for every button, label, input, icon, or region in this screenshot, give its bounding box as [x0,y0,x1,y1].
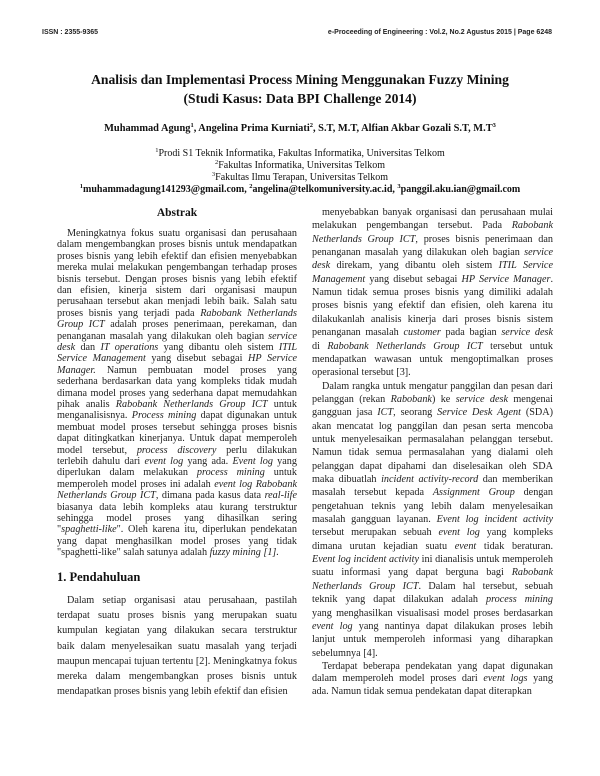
italic-term: ICT [377,407,394,419]
italic-term: spaghetti-like [61,524,117,536]
italic-term: Netherlands Group ICT [312,233,416,245]
italic-term: Rabobank Netherlands Group ICT [327,340,483,352]
italic-term: process mining [196,467,265,479]
italic-term: Management [312,273,366,285]
paper-title-line2: (Studi Kasus: Data BPI Challenge 2014) [183,91,417,106]
text-line [57,365,297,376]
text-line [312,434,553,445]
italic-term: event log [312,620,353,632]
italic-term: service [268,330,297,342]
italic-term: Event log [232,456,273,467]
text-line [312,287,553,298]
text-line [312,474,553,485]
italic-term: Service Desk Agent [437,407,521,419]
text-run: lanjut untuk memperoleh informasi yang diharapkan [312,634,553,646]
text-run: tidak beraturan. [476,540,553,552]
italic-term: event log Rabobank [214,478,297,490]
text-run: mereka mulai melakukan pengembangan terhadap proses [57,262,297,274]
text-line [312,234,553,245]
italic-term: service desk [455,393,509,405]
text-line [322,661,553,672]
text-run: mendapatkan proses bisnis yang lebih efektif dan efisien [57,686,288,698]
text-run: yang ada. [183,456,233,467]
author-sup: 2 [309,122,313,129]
text-line [312,341,553,352]
text-line [57,456,297,467]
text-run: akan mencatat log panggilan dan pesan serta mencoba [312,420,553,432]
italic-term: ITIL [278,342,297,353]
affiliation-1 [0,148,600,159]
text-run: dan [75,342,101,353]
text-line [312,447,553,458]
affiliation-text: Prodi S1 Teknik Informatika, Fakultas Informatika, Universitas Telkom [158,148,445,159]
text-run: " [57,524,62,536]
italic-term: fuzzy mining [1]. [209,547,279,559]
italic-term: Rabobank [511,220,553,232]
text-run: untuk menyelesaikan permasalahan pelanggan tersebut. [312,433,553,445]
text-run: yang dapat menghasilkan model proses yang tidak [57,535,297,547]
text-line [57,686,297,697]
text-run: diperlukan dalam melakukan [57,467,197,479]
text-run: dengan [514,487,553,499]
text-line [57,671,297,682]
text-line [57,433,297,444]
text-run: model tersebut, [57,444,137,456]
text-run: di [312,340,328,352]
text-run: dapat digunakan untuk [196,410,297,422]
text-line [312,554,553,565]
text-line [57,353,297,364]
text-run: ". Oleh karena itu, diperlukan pendekatan [116,524,297,536]
text-line [57,625,297,636]
italic-term: Rabobank [390,393,432,405]
text-run: dimana urutan kejadian suatu [312,540,455,552]
text-line [57,513,297,524]
text-line [57,308,297,319]
text-line [312,673,553,684]
text-line [312,541,553,552]
text-line [57,239,297,250]
text-run: masalah gangguan layanan. [312,514,437,526]
journal-header: e-Proceeding of Engineering : Vol.2, No.2 Agustus 2015 | Page 6248 [327,29,552,36]
email-link[interactable]: angelina@telkomuniversity.ac.id, [252,184,398,195]
text-run: terdapat suatu proses bisnis yang merupakan suatu [57,610,297,622]
email-link[interactable]: muhammadagung141293@gmail.com, [83,184,250,195]
text-line [312,247,553,258]
text-run: operasional tersebut [3]. [312,367,411,379]
text-run: teknik yang dapat dilakukan adalah [312,594,486,606]
text-run: , proses bisnis penerimaan dan [415,233,553,245]
text-line [312,274,553,285]
text-line [57,524,297,535]
author-sup: 1 [190,122,194,129]
text-run: mengenai [508,393,553,405]
text-run: tersebut merupakan sebuah [312,527,439,539]
text-run: direkam, yang dibantu oleh sistem [330,260,499,272]
text-line [57,342,297,353]
issn-header: ISSN : 2355-9365 [42,29,99,36]
italic-term: event [454,540,477,552]
italic-term: service [524,247,553,259]
text-run: yang [272,456,297,467]
author-emails [0,184,600,195]
text-line [312,514,553,525]
italic-term: service desk [501,327,554,339]
author-name: Muhammad Agung [104,123,191,134]
text-line [57,399,297,410]
text-run: baik dalam menyelesaikan suatu masalah yang terjadi [57,640,297,652]
italic-term: Group ICT [57,319,105,331]
email-sup: 2 [249,183,253,190]
text-line [312,421,553,432]
text-line [312,300,553,311]
text-run: memperoleh model proses ini adalah [57,478,215,490]
text-line [312,314,553,325]
paper-title-line1: Analisis dan Implementasi Process Mining Menggunakan Fuzzy Mining [91,72,509,87]
text-line [312,594,553,605]
italic-term: process mining [485,594,553,606]
text-line [57,641,297,652]
text-line [57,422,297,433]
email-link[interactable]: panggil.aku.ian@gmail.com [400,184,521,195]
text-line [67,595,297,606]
text-run: yang disebut sebagai [145,353,249,365]
text-run: Terdapat beberapa pendekatan yang dapat digunakan [322,660,553,672]
italic-term: event log [438,527,480,539]
text-run: . Dalam hal tersebut, sebuah [418,580,553,592]
text-line [57,610,297,621]
text-run: perlu dilakukan [216,444,298,456]
italic-term: Event log incident activity [312,554,419,566]
italic-term: IT operations [100,342,159,353]
text-run: (SDA) [520,407,553,419]
text-run: gangguan jasa [312,407,378,419]
text-line [312,394,553,405]
text-run: Dalam rangka untuk mengatur panggilan dan pesan dari [322,380,553,392]
text-line [57,296,297,307]
text-run: tersebut untuk [482,340,553,352]
text-run: melakukan pengembangan tersebut. Pada [312,220,512,232]
text-line [57,467,297,478]
affiliation-sup: 1 [155,147,159,154]
text-line [57,274,297,285]
text-run: yang kompleks [479,527,554,539]
italic-term: desk [57,342,76,353]
text-run: adalah proses penerimaan, perekaman, dan [104,319,298,331]
text-run: proses bisnis yang terjadi pada [57,307,201,319]
text-line [57,285,297,296]
text-line [312,260,553,271]
text-line [57,262,297,273]
italic-term: Netherlands Group ICT [312,580,419,592]
section-heading-pendahuluan: 1. Pendahuluan [57,570,141,584]
text-run: yang nantinya dapat dilakukan proses lebih [352,620,553,632]
text-line [312,648,553,659]
italic-term: HP Service Manager [461,273,551,285]
italic-term: incident activity-record [381,474,479,485]
text-line [57,536,297,547]
text-run: untuk [264,467,297,479]
text-run: yang dibantu oleh sistem [158,342,279,353]
text-line [57,331,297,342]
text-line [57,445,297,456]
text-run: bisnis tersebut. Dengan proses bisnis yang lebih efektif [57,273,297,285]
text-line [57,388,297,399]
text-run: pada bagian [440,327,502,339]
text-run: dalam memperoleh model proses dari [312,673,484,685]
author-name: , S.T, M.T, Alfian Akbar Gozali S.T, M.T [312,123,493,134]
italic-term: Manager. [57,364,96,376]
text-run: suatu informasi yang dapat berguna bagi [312,567,512,579]
text-run: ) ke [431,393,456,405]
text-line [312,220,553,231]
text-line [57,410,297,421]
text-line [312,567,553,578]
text-line [312,634,553,645]
text-line [312,621,553,632]
text-run: pengetahuan teknis yang lebih dalam menyelesaikan [312,500,553,512]
text-run: dapat ditingkatkan kinerjanya. Untuk dapat memperoleh [57,433,297,445]
text-run: dalam mengembangkan proses bisnis untuk mendapatkan [57,239,297,251]
text-run: proses bisnis yang lebih efektif dan efisien menyebabkan [57,250,297,262]
text-line [312,354,553,365]
text-run: dan efisien, kinerja sistem dari organisasi maupun [57,285,297,296]
italic-term: Netherlands Group ICT [57,490,156,502]
text-run: dilakukanlah analisis kinerja dari proses bisnis sistem [312,313,553,325]
text-run: mendapatkan wawasan untuk mengoptimalkan proses [312,353,553,365]
text-run: pelanggan (rekan [312,393,391,405]
text-line [67,228,297,239]
text-line [312,461,553,472]
text-run: pelanggan dapat dipahami dan diselesaikan oleh SDA [312,460,553,472]
text-line [57,490,297,501]
text-line [57,479,297,490]
text-run: menganalisisnya. [57,410,132,422]
text-run: mereka dalam mengembangkan proses bisnis untuk [57,671,297,682]
text-run: ada. Namun tidak semua pendekatan dapat diterapkan [312,685,532,697]
text-line [312,487,553,498]
text-run: maka dibuatlah [312,474,382,485]
text-run: dimana model proses yang sederhana dapat memudahkan [57,387,297,399]
affiliation-3 [0,172,600,183]
text-line [312,501,553,512]
text-run: penanganan masalah yang dilakukan oleh bagian [312,247,525,259]
affiliation-text: Fakultas Informatika, Universitas Telkom [218,160,386,171]
text-run: penanganan masalah [312,327,404,339]
text-run: Namun pembuatan model proses yang [95,364,297,376]
italic-term: Rabobank Netherlands Group ICT [115,399,268,410]
italic-term: desk [312,260,331,272]
text-run: biasanya data lebih kompleks atau kurang terstruktur [57,501,297,513]
text-line [57,656,297,667]
text-run: yang disebut sebagai [365,273,462,285]
text-run: Namun tidak semua proses bisnis yang dimiliki adalah [312,287,553,299]
affiliation-sup: 2 [214,159,219,166]
text-run: yang [527,673,553,685]
text-run: proses bisnis yang efektif dan efisien, oleh karena itu [312,300,553,312]
text-line [57,376,297,387]
text-run: "spaghetti-like" salah satunya adalah [57,547,210,559]
text-run: pihak analis [57,399,116,410]
italic-term: Process mining [131,410,197,422]
text-line [312,327,553,338]
italic-term: process discovery [136,444,217,456]
text-run: , dimana pada kasus data [155,490,265,502]
text-run: dan memberikan [478,474,553,485]
italic-term: Rabobank Netherlands [200,307,297,319]
email-sup: 3 [397,183,401,190]
affiliation-text: Fakultas Ilmu Terapan, Universitas Telkom [215,172,389,183]
text-line [312,367,553,378]
affiliation-sup: 3 [211,171,216,178]
text-run: sehingga model proses yang dihasilkan sering [57,513,297,524]
text-run: masalah tersebut kepada [312,487,433,499]
text-run: yang menghasilkan visualisasi model proses berdasarkan [312,607,553,619]
text-run: terlebih dahulu dari [57,456,145,467]
email-sup: 1 [79,183,83,190]
italic-term: event log [144,456,184,467]
abstract-heading: Abstrak [156,207,198,219]
text-line [312,527,553,538]
text-run: untuk [267,399,297,410]
text-run: , seorang [393,407,438,419]
text-line [312,608,553,619]
author-name: , Angelina Prima Kurniati [193,123,310,134]
text-run: sederhana berdasarkan data yang kompleks tidak mudah [57,376,297,388]
text-run: . [550,273,553,285]
text-line [312,407,553,418]
text-run: ini dianalisis untuk memperoleh [419,554,554,566]
text-line [312,686,553,697]
text-line [57,251,297,262]
text-line [322,381,553,392]
italic-term: ITIL Service [498,260,553,272]
text-run: perusahaan tersebut akan menjadi lebih baik. Salah satu [57,296,297,308]
italic-term: real-life [264,490,297,502]
italic-term: Service Management [57,353,146,365]
text-run: maupun mencapai tujuan tertentu [2]. Meningkatnya fokus [57,655,297,667]
text-run: sebelumnya [4]. [312,647,378,659]
italic-term: event logs [483,673,528,685]
text-run: Dalam setiap organisasi atau perusahaan, pastilah [67,595,297,606]
affiliation-2 [0,160,600,171]
text-run: Namun tidak semua permasalahan yang dialami oleh [312,447,553,459]
text-run: membuat model proses tersebut sehingga proses bisnis [57,421,297,433]
text-run: menyebabkan banyak organisasi dan perusahaan mulai [322,207,553,218]
italic-term: Assignment Group [432,487,515,499]
text-line [322,207,553,218]
italic-term: Event log incident activity [436,514,553,526]
author-sup: 3 [492,122,496,129]
text-line [312,581,553,592]
author-list [0,123,600,134]
italic-term: HP Service [248,353,297,365]
text-line [57,319,297,330]
italic-term: customer [403,327,441,339]
text-line [57,547,297,558]
text-run: penanganan masalah yang dilakukan oleh bagian [57,330,269,342]
italic-term: Rabobank [511,567,553,579]
text-line [57,502,297,513]
text-run: kumpulan kegiatan yang dilakukan secara terstruktur [57,625,297,637]
text-run: Meningkatnya fokus suatu organisasi dan perusahaan [67,228,297,239]
